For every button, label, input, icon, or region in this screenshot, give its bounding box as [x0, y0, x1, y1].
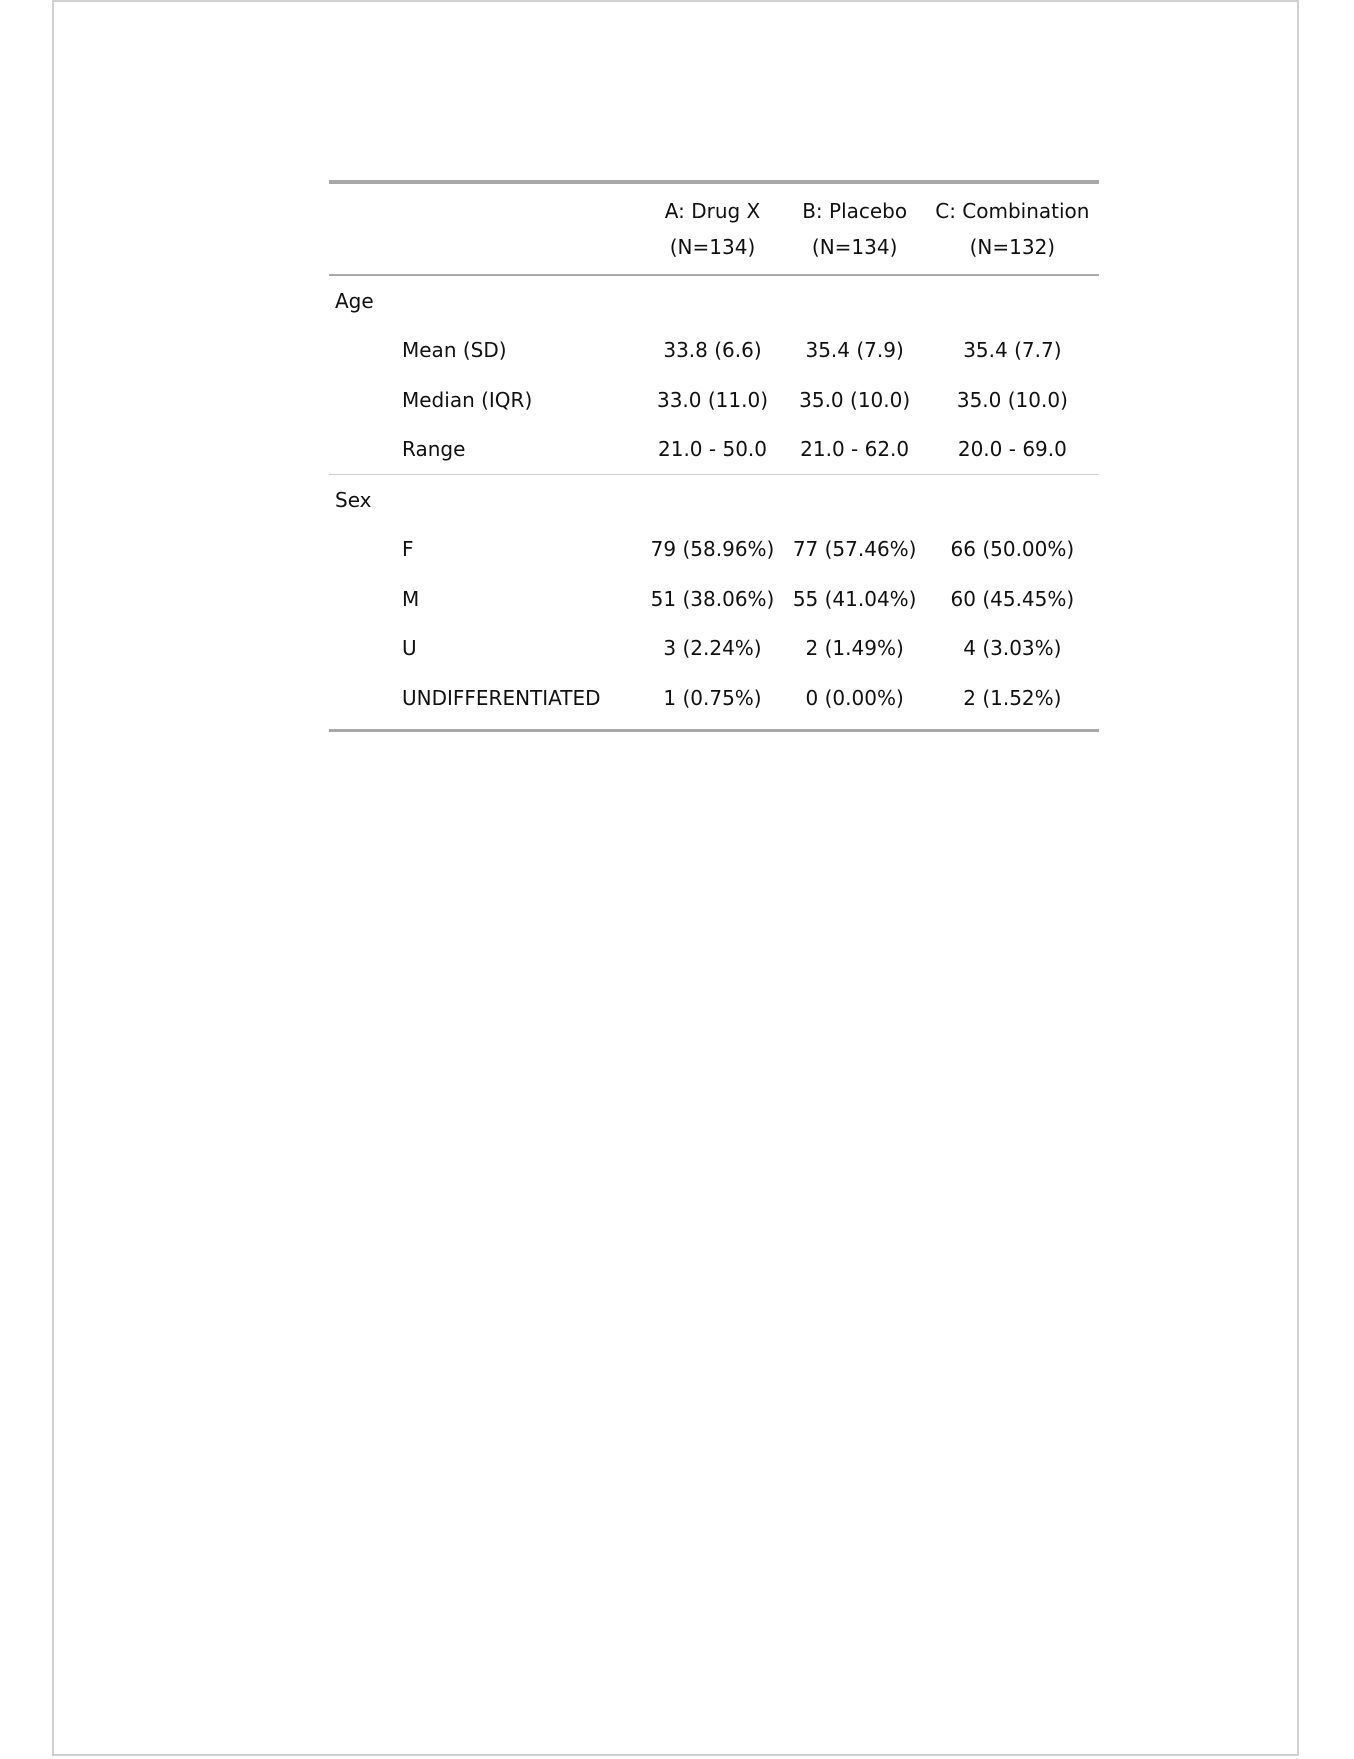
table-row — [329, 525, 1099, 575]
cell-value: 1 (0.75%) — [641, 673, 783, 730]
cell-value: 0 (0.00%) — [784, 673, 926, 730]
demographics-table — [329, 180, 1099, 732]
cell-value: 35.4 (7.9) — [805, 338, 904, 363]
table-header — [329, 182, 1099, 275]
cell-value: 60 (45.45%) — [950, 586, 1075, 611]
row-label: F — [402, 537, 414, 562]
cell-value: 2 (1.52%) — [926, 673, 1099, 730]
cell-value: 77 (57.46%) — [792, 537, 917, 562]
cell-value: 2 (1.49%) — [805, 636, 904, 661]
header-row-counts — [329, 229, 1099, 275]
column-header-arm-b: B: Placebo — [784, 182, 926, 229]
table-row — [329, 673, 1099, 730]
row-label: U — [402, 636, 417, 661]
row-label: Median (IQR) — [402, 387, 533, 412]
cell-value: 21.0 - 62.0 — [800, 437, 910, 462]
table-row — [329, 425, 1099, 475]
column-header-n-b: (N=134) — [784, 229, 926, 275]
row-label: Mean (SD) — [402, 338, 507, 363]
cell-value: 51 (38.06%) — [650, 586, 775, 611]
table-row — [329, 375, 1099, 425]
cell-value: 4 (3.03%) — [963, 636, 1062, 661]
row-label: M — [402, 586, 420, 611]
cell-value: 33.8 (6.6) — [663, 338, 762, 363]
table-row — [329, 624, 1099, 674]
header-row-arms — [329, 182, 1099, 229]
column-header-n-a: (N=134) — [641, 229, 783, 275]
column-header-arm-a: A: Drug X — [641, 182, 783, 229]
cell-value: 55 (41.04%) — [792, 586, 917, 611]
table-row — [329, 326, 1099, 376]
column-header-arm-c: C: Combination — [926, 182, 1099, 229]
header-corner — [329, 182, 641, 229]
cell-value: 3 (2.24%) — [663, 636, 762, 661]
cell-value: 21.0 - 50.0 — [658, 437, 767, 462]
row-label: Range — [402, 437, 466, 462]
group-row-sex — [329, 475, 1099, 525]
group-label: Sex — [329, 475, 641, 525]
table-body — [329, 275, 1099, 730]
cell-value: 35.0 (10.0) — [799, 387, 911, 412]
header-corner-2 — [329, 229, 641, 275]
column-header-n-c: (N=132) — [926, 229, 1099, 275]
cell-value: 35.4 (7.7) — [963, 338, 1062, 363]
group-label: Age — [335, 288, 374, 313]
group-row-age — [329, 275, 1099, 326]
table-row — [329, 574, 1099, 624]
row-label: UNDIFFERENTIATED — [329, 673, 641, 730]
cell-value: 66 (50.00%) — [950, 537, 1075, 562]
cell-value: 33.0 (11.0) — [656, 387, 769, 412]
cell-value: 20.0 - 69.0 — [957, 437, 1067, 462]
cell-value: 35.0 (10.0) — [956, 387, 1068, 412]
cell-value: 79 (58.96%) — [650, 537, 775, 562]
